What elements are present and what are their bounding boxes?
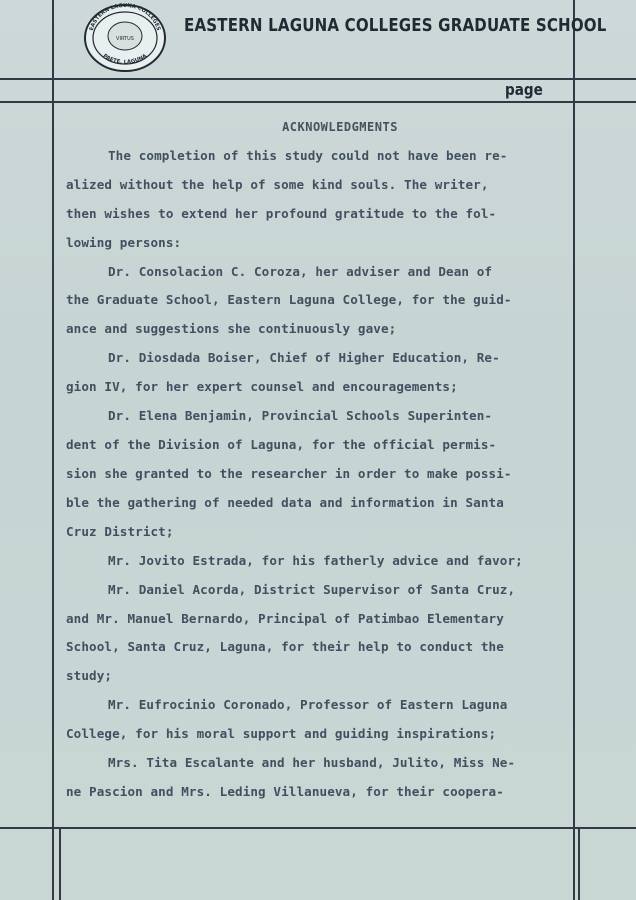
seal-motto: VIRTUS [116,36,134,42]
body-line: the Graduate School, Eastern Laguna College, for the guid- [66,292,512,307]
footer-right-rule [578,827,580,900]
seal-bottom-text: PAETE, LAGUNA [101,53,149,66]
body-line: Cruz District; [66,524,174,539]
right-margin-rule [573,0,575,900]
footer-rule [0,827,636,829]
school-name: EASTERN LAGUNA COLLEGES GRADUATE SCHOOL [184,16,607,36]
body-line: alized without the help of some kind souls. The writer, [66,177,489,192]
body-line: Mr. Daniel Acorda, District Supervisor of Santa Cruz, [108,582,516,597]
body-line: Mrs. Tita Escalante and her husband, Julito, Miss Ne- [108,755,516,770]
body-line: lowing persons: [66,235,182,250]
body-line: then wishes to extend her profound gratitude to the fol- [66,206,497,221]
body-line: dent of the Division of Laguna, for the official permis- [66,437,497,452]
left-margin-rule [52,0,54,900]
college-seal-icon [80,2,170,72]
body-line: School, Santa Cruz, Laguna, for their help to conduct the [66,639,504,654]
body-line: The completion of this study could not have been re- [108,148,508,163]
body-line: Mr. Eufrocinio Coronado, Professor of Eastern Laguna [108,697,508,712]
body-line: sion she granted to the researcher in order to make possi- [66,466,512,481]
seal-top-text: EASTERN LAGUNA COLLEGES [88,2,162,32]
body-line: Dr. Consolacion C. Coroza, her adviser and Dean of [108,264,493,279]
body-line: ne Pascion and Mrs. Leding Villanueva, for their coopera- [66,784,504,799]
body-line: and Mr. Manuel Bernardo, Principal of Patimbao Elementary [66,611,504,626]
page-label: page [505,80,543,99]
body-line: study; [66,668,113,683]
body-line: ble the gathering of needed data and information in Santa [66,495,504,510]
header-rule-bottom [0,101,636,103]
body-line: Mr. Jovito Estrada, for his fatherly advice and favor; [108,553,523,568]
body-line: ance and suggestions she continuously gave; [66,321,397,336]
footer-left-rule [59,827,61,900]
body-line: Dr. Elena Benjamin, Provincial Schools Superinten- [108,408,493,423]
body-line: Dr. Diosdada Boiser, Chief of Higher Education, Re- [108,350,500,365]
body-line: gion IV, for her expert counsel and encouragements; [66,379,458,394]
acknowledgments-heading: ACKNOWLEDGMENTS [282,120,398,134]
body-line: College, for his moral support and guiding inspirations; [66,726,497,741]
